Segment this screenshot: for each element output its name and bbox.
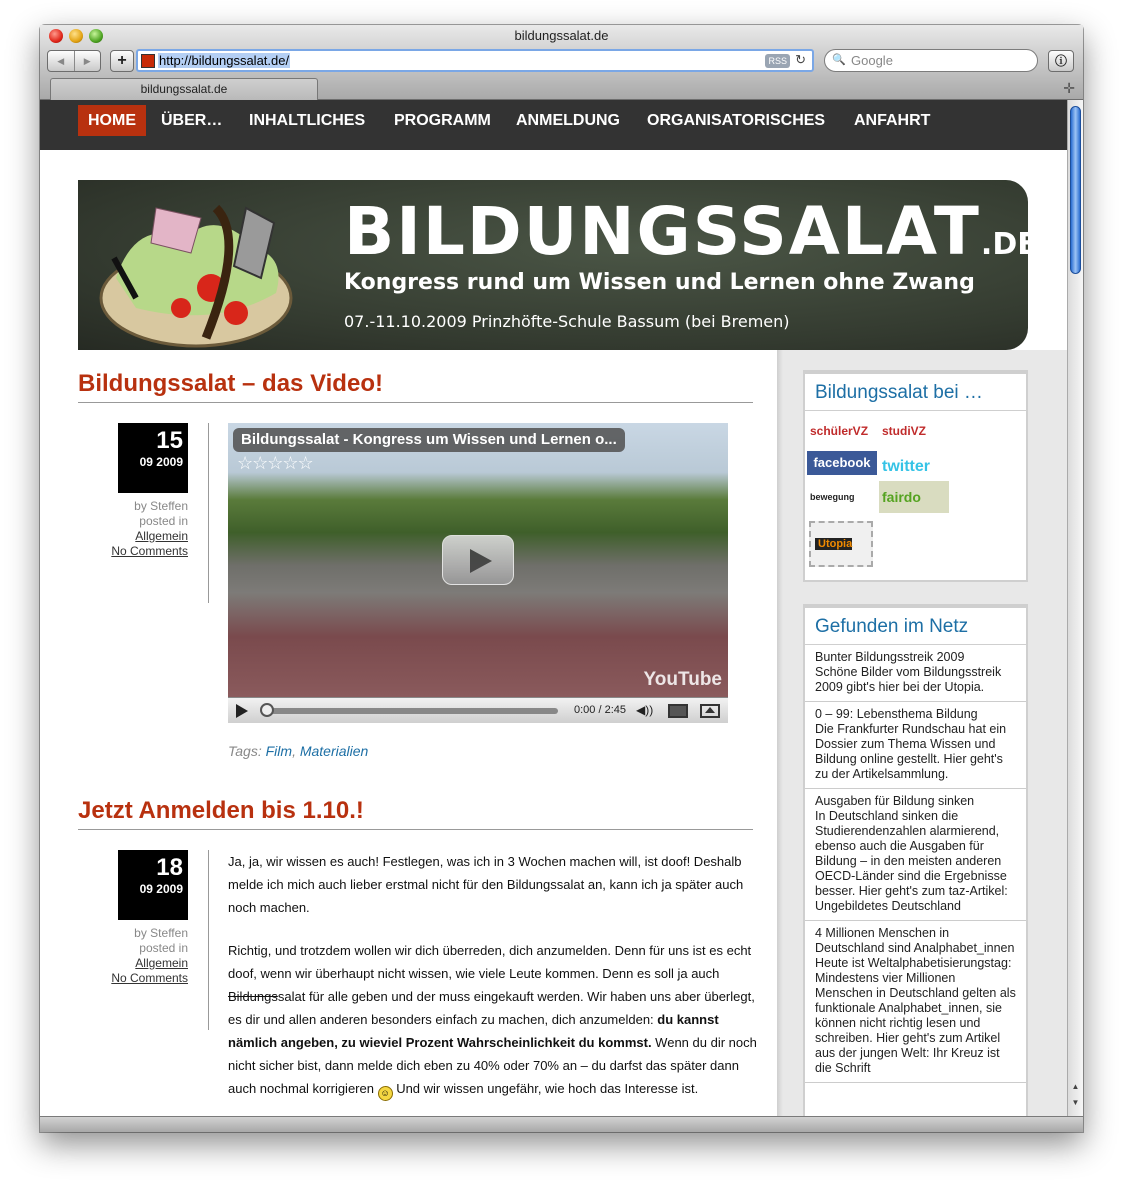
studivz-logo[interactable]: studiVZ	[882, 424, 926, 438]
favicon-icon	[141, 54, 155, 68]
comments-link[interactable]: No Comments	[111, 544, 188, 558]
video-title[interactable]: Bildungssalat - Kongress um Wissen und Lernen o...	[233, 428, 625, 452]
list-item[interactable]	[805, 921, 1026, 1083]
new-tab-icon[interactable]: ✛	[1063, 80, 1075, 96]
url-text: http://bildungssalat.de/	[159, 53, 290, 68]
post-tags: Tags: Film, Materialien	[228, 743, 369, 759]
sidebar-divider	[777, 350, 783, 1120]
widget-title: Gefunden im Netz	[805, 608, 1026, 645]
nav-inhaltliches[interactable]: INHALTLICHES	[249, 112, 366, 129]
forward-button[interactable]: ▶	[74, 51, 101, 71]
post-author: by Steffen	[134, 499, 188, 513]
title-bar	[40, 25, 1083, 100]
add-bookmark-button[interactable]: +	[110, 50, 134, 72]
address-bar[interactable]	[136, 49, 814, 72]
item-title[interactable]: 4 Millionen Menschen in Deutschland sind Analphabet_innen	[815, 926, 1015, 955]
video-player[interactable]	[228, 423, 728, 723]
post-date: 18 09 2009	[118, 850, 188, 920]
banner-subtitle: Kongress rund um Wissen und Lernen ohne Zwang	[344, 270, 975, 295]
rss-button[interactable]: RSS	[765, 54, 790, 68]
paragraph: Ja, ja, wir wissen es auch! Festlegen, was ich in 3 Wochen machen will, ist doof! Deshalb melde ich mich auch lieber erstmal nicht für den Bildungssalat an, kann ich ja später auch noch machen.	[228, 854, 744, 915]
nav-organisatorisches[interactable]: ORGANISATORISCHES	[647, 112, 826, 129]
meta-divider	[208, 423, 209, 603]
list-item[interactable]	[805, 645, 1026, 702]
nav-anmeldung[interactable]: ANMELDUNG	[516, 112, 620, 129]
item-text: Schöne Bilder vom Bildungsstreik 2009 gibt's hier bei der Utopia.	[815, 665, 1002, 694]
item-title[interactable]: 0 – 99: Lebensthema Bildung	[815, 707, 978, 721]
video-controls	[228, 697, 728, 723]
post-meta	[78, 926, 188, 986]
post-meta	[78, 499, 188, 559]
play-icon	[470, 549, 492, 573]
back-forward-group	[47, 50, 101, 72]
rating-stars[interactable]: ☆☆☆☆☆	[237, 453, 313, 473]
volume-icon[interactable]: ◀))	[636, 703, 654, 717]
search-icon: 🔍	[832, 54, 846, 66]
nav-programm[interactable]: PROGRAMM	[394, 112, 491, 129]
video-frame[interactable]	[228, 423, 728, 697]
social-logos	[805, 411, 1026, 581]
fairdo-logo[interactable]: fairdo	[879, 481, 949, 513]
post-anmelden	[78, 797, 757, 1098]
posted-in-label: posted in	[139, 941, 188, 955]
back-button[interactable]: ◀	[57, 55, 65, 66]
utopia-logo[interactable]: Utopia	[809, 521, 873, 567]
play-control-icon[interactable]	[236, 704, 248, 718]
twitter-logo[interactable]: twitter	[882, 458, 930, 475]
nav-ueber[interactable]: ÜBER…	[161, 112, 223, 129]
post-date: 15 09 2009	[118, 423, 188, 493]
browser-window	[40, 25, 1083, 1132]
item-text: Die Frankfurter Rundschau hat ein Dossier zum Thema Wissen und Bildung online gestellt. Hier geht's zu der Artikelsammlung.	[815, 722, 1007, 781]
page-viewport	[40, 100, 1067, 1116]
banner-title: BILDUNGSSALAT.DE	[344, 193, 1038, 270]
posted-in-label: posted in	[139, 514, 188, 528]
item-title[interactable]: Bunter Bildungsstreik 2009	[815, 650, 965, 664]
salad-bowl-image	[96, 198, 311, 348]
info-button[interactable]: ⓘ	[1048, 50, 1074, 72]
widget-title: Bildungssalat bei …	[805, 374, 1026, 411]
vertical-scrollbar[interactable]	[1067, 100, 1083, 1116]
post-title[interactable]: Bildungssalat – das Video!	[78, 370, 753, 403]
bewegung-logo[interactable]: bewegung	[810, 492, 855, 502]
list-item[interactable]	[805, 702, 1026, 789]
social-widget	[803, 370, 1028, 582]
tag-link-film[interactable]: Film	[265, 743, 293, 759]
header-banner[interactable]	[78, 180, 1038, 350]
video-time: 0:00 / 2:45	[574, 704, 626, 716]
post-author: by Steffen	[134, 926, 188, 940]
meta-divider	[208, 850, 209, 1030]
category-link[interactable]: Allgemein	[135, 529, 188, 543]
tag-link-materialien[interactable]: Materialien	[299, 743, 369, 759]
search-placeholder: Google	[851, 53, 893, 68]
smiley-icon: ☺	[378, 1086, 393, 1101]
status-bar	[40, 1116, 1083, 1132]
found-on-web-widget	[803, 604, 1028, 1124]
category-link[interactable]: Allgemein	[135, 956, 188, 970]
schuelervz-logo[interactable]: schülerVZ	[810, 424, 869, 438]
item-title[interactable]: Ausgaben für Bildung sinken	[815, 794, 975, 808]
progress-knob[interactable]	[260, 703, 274, 717]
youtube-logo[interactable]: YouTube	[643, 669, 722, 690]
tab-bildungssalat[interactable]: bildungssalat.de	[50, 78, 318, 100]
item-text: In Deutschland sinken die Studierendenzahlen alarmierend, ebenso auch die Ausgaben für Bildung – in den meisten anderen OECD-Länder sind die Ergebnisse besser. Hier geht's zum taz-Artikel: Ungebildetes Deutschland	[815, 809, 1008, 913]
list-item[interactable]	[805, 789, 1026, 921]
window-title: bildungssalat.de	[514, 28, 609, 43]
reload-icon[interactable]: ↻	[795, 52, 806, 67]
big-play-button[interactable]	[442, 535, 514, 585]
nav-anfahrt[interactable]: ANFAHRT	[854, 112, 931, 129]
site-navigation	[40, 100, 1067, 150]
scroll-up-icon[interactable]: ▲	[1071, 1082, 1080, 1091]
scroll-down-icon[interactable]: ▼	[1071, 1098, 1080, 1107]
paragraph: Richtig, und trotzdem wollen wir dich überreden, dich anzumelden. Denn für uns ist es echt doof, wenn wir überhaupt nicht wissen, wie viele Leute kommen. Denn es soll ja auch Bildungssalat für alle geben und der muss eingekauft werden. Wir haben uns aber überlegt, es dir und allen anderen besonders einfach zu machen, dich anzumelden: du kannst nämlich angeben, zu wieviel Prozent Wahrscheinlichkeit du kommst. Wenn du dir noch nicht sicher bist, dann melde dich eben zu 40% oder 70% an – du darfst das später dann auch nochmal korrigieren ☺ Und wir wissen ungefähr, wie hoch das Interesse ist.	[228, 939, 758, 1101]
nav-home[interactable]: HOME	[78, 105, 146, 136]
player-size-icon[interactable]	[668, 704, 688, 718]
fullscreen-icon[interactable]	[700, 704, 720, 718]
facebook-logo[interactable]: facebook	[807, 451, 877, 475]
scroll-thumb[interactable]	[1070, 106, 1081, 274]
comments-link[interactable]: No Comments	[111, 971, 188, 985]
post-content	[228, 850, 758, 1121]
search-input[interactable]	[824, 49, 1038, 72]
item-text: Heute ist Weltalphabetisierungstag: Mindestens vier Millionen Menschen in Deutschland gelten als funktionale Analphabet_innen, sie können nicht richtig lesen und schreiben. Hier geht's zum Artikel aus der jungen Welt: Ihr Kreuz ist die Schrift	[815, 956, 1016, 1075]
banner-date: 07.-11.10.2009 Prinzhöfte-Schule Bassum (bei Bremen)	[344, 312, 790, 331]
progress-track[interactable]	[264, 708, 558, 714]
post-title[interactable]: Jetzt Anmelden bis 1.10.!	[78, 797, 753, 830]
tags-label: Tags:	[228, 743, 262, 759]
post-video	[78, 370, 753, 759]
